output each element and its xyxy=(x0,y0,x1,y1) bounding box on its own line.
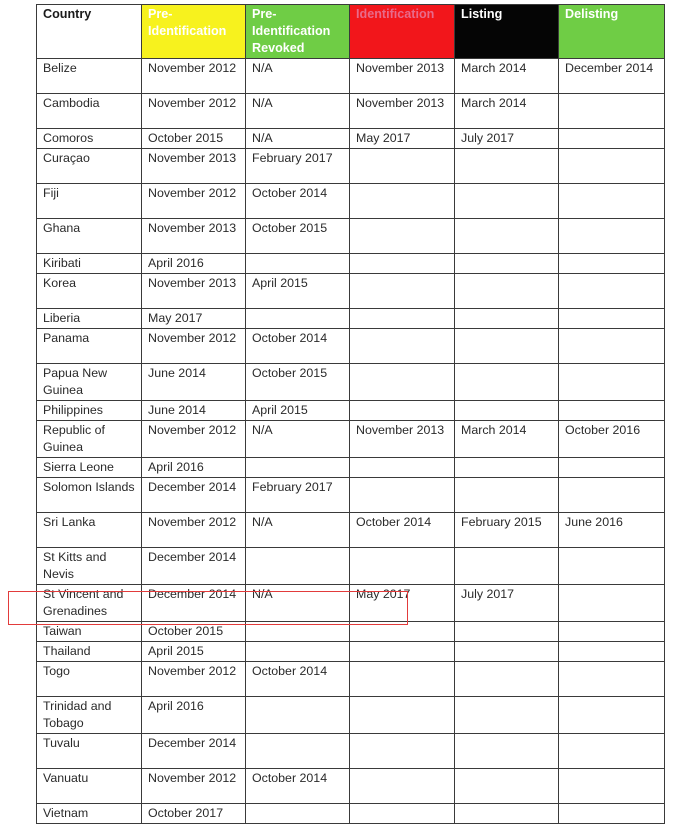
cell-delisting xyxy=(559,94,665,129)
cell-identification xyxy=(350,769,455,804)
cell-pre-identification: November 2012 xyxy=(142,59,246,94)
cell-delisting xyxy=(559,478,665,513)
cell-delisting xyxy=(559,458,665,478)
table-row xyxy=(37,585,665,622)
cell-pre-identification: October 2017 xyxy=(142,804,246,824)
cell-delisting xyxy=(559,401,665,421)
table-row xyxy=(37,254,665,274)
cell-delisting xyxy=(559,219,665,254)
cell-country: Cambodia xyxy=(37,94,142,129)
table-row xyxy=(37,458,665,478)
cell-identification xyxy=(350,149,455,184)
table-row xyxy=(37,219,665,254)
cell-country: Thailand xyxy=(37,642,142,662)
cell-listing: March 2014 xyxy=(455,94,559,129)
table-row xyxy=(37,804,665,824)
cell-delisting xyxy=(559,149,665,184)
cell-identification xyxy=(350,254,455,274)
cell-country: Tuvalu xyxy=(37,734,142,769)
cell-pre-identification: December 2014 xyxy=(142,548,246,585)
table-row xyxy=(37,94,665,129)
cell-pre-identification: May 2017 xyxy=(142,309,246,329)
cell-identification xyxy=(350,662,455,697)
cell-pre-identification: November 2013 xyxy=(142,219,246,254)
cell-pre-identification-revoked xyxy=(246,254,350,274)
cell-pre-identification: December 2014 xyxy=(142,478,246,513)
cell-country: Philippines xyxy=(37,401,142,421)
cell-listing xyxy=(455,734,559,769)
cell-delisting xyxy=(559,274,665,309)
cell-pre-identification-revoked: N/A xyxy=(246,421,350,458)
table-row xyxy=(37,421,665,458)
cell-pre-identification: December 2014 xyxy=(142,585,246,622)
cell-pre-identification-revoked xyxy=(246,548,350,585)
cell-delisting xyxy=(559,622,665,642)
cell-pre-identification: October 2015 xyxy=(142,129,246,149)
header-listing: Listing xyxy=(455,5,559,59)
cell-pre-identification: June 2014 xyxy=(142,401,246,421)
cell-pre-identification: June 2014 xyxy=(142,364,246,401)
cell-listing: March 2014 xyxy=(455,59,559,94)
cell-listing xyxy=(455,478,559,513)
table-row xyxy=(37,642,665,662)
table-row xyxy=(37,309,665,329)
header-identification: Identification xyxy=(350,5,455,59)
cell-pre-identification-revoked: October 2014 xyxy=(246,329,350,364)
cell-pre-identification: November 2012 xyxy=(142,769,246,804)
table-row xyxy=(37,548,665,585)
cell-identification xyxy=(350,329,455,364)
cell-listing xyxy=(455,184,559,219)
cell-identification xyxy=(350,458,455,478)
cell-country: Liberia xyxy=(37,309,142,329)
cell-pre-identification-revoked: April 2015 xyxy=(246,274,350,309)
cell-delisting xyxy=(559,364,665,401)
table-row xyxy=(37,697,665,734)
cell-listing xyxy=(455,149,559,184)
cell-country: Sri Lanka xyxy=(37,513,142,548)
cell-pre-identification-revoked: N/A xyxy=(246,513,350,548)
cell-listing xyxy=(455,364,559,401)
cell-pre-identification: November 2012 xyxy=(142,329,246,364)
cell-country: Solomon Islands xyxy=(37,478,142,513)
cell-delisting: October 2016 xyxy=(559,421,665,458)
cell-pre-identification-revoked xyxy=(246,734,350,769)
cell-identification: November 2013 xyxy=(350,94,455,129)
table-row xyxy=(37,734,665,769)
cell-pre-identification: December 2014 xyxy=(142,734,246,769)
cell-pre-identification-revoked: N/A xyxy=(246,94,350,129)
table-row xyxy=(37,149,665,184)
cell-identification xyxy=(350,401,455,421)
cell-pre-identification: November 2012 xyxy=(142,662,246,697)
table-row xyxy=(37,769,665,804)
cell-delisting: December 2014 xyxy=(559,59,665,94)
table-row xyxy=(37,129,665,149)
table-body xyxy=(37,59,665,824)
header-country: Country xyxy=(37,5,142,59)
header-pre-identification-revoked: Pre-Identification Revoked xyxy=(246,5,350,59)
cell-country: Vietnam xyxy=(37,804,142,824)
cell-pre-identification: November 2012 xyxy=(142,184,246,219)
table-row xyxy=(37,401,665,421)
cell-country: Papua New Guinea xyxy=(37,364,142,401)
cell-delisting xyxy=(559,804,665,824)
cell-pre-identification: November 2012 xyxy=(142,421,246,458)
cell-country: Curaçao xyxy=(37,149,142,184)
table-row xyxy=(37,513,665,548)
cell-pre-identification-revoked: February 2017 xyxy=(246,149,350,184)
cell-delisting xyxy=(559,769,665,804)
cell-pre-identification-revoked: October 2014 xyxy=(246,184,350,219)
cell-delisting xyxy=(559,129,665,149)
cell-country: Republic of Guinea xyxy=(37,421,142,458)
cell-identification: May 2017 xyxy=(350,129,455,149)
cell-identification: November 2013 xyxy=(350,421,455,458)
cell-identification xyxy=(350,184,455,219)
cell-country: Fiji xyxy=(37,184,142,219)
cell-country: Ghana xyxy=(37,219,142,254)
cell-country: Taiwan xyxy=(37,622,142,642)
cell-listing xyxy=(455,309,559,329)
cell-delisting xyxy=(559,254,665,274)
cell-country: Korea xyxy=(37,274,142,309)
cell-pre-identification-revoked: October 2014 xyxy=(246,769,350,804)
cell-pre-identification-revoked: October 2015 xyxy=(246,364,350,401)
table-row xyxy=(37,59,665,94)
cell-delisting xyxy=(559,642,665,662)
cell-country: Belize xyxy=(37,59,142,94)
table-row xyxy=(37,364,665,401)
cell-listing xyxy=(455,769,559,804)
cell-country: St Kitts and Nevis xyxy=(37,548,142,585)
cell-pre-identification-revoked xyxy=(246,697,350,734)
cell-pre-identification-revoked: April 2015 xyxy=(246,401,350,421)
iuu-status-table xyxy=(36,4,665,824)
cell-pre-identification-revoked: October 2015 xyxy=(246,219,350,254)
cell-listing xyxy=(455,642,559,662)
cell-country: Vanuatu xyxy=(37,769,142,804)
cell-identification xyxy=(350,622,455,642)
cell-pre-identification: April 2016 xyxy=(142,254,246,274)
cell-pre-identification: November 2012 xyxy=(142,94,246,129)
cell-listing xyxy=(455,401,559,421)
cell-identification: May 2017 xyxy=(350,585,455,622)
cell-listing: July 2017 xyxy=(455,129,559,149)
table-row xyxy=(37,184,665,219)
cell-pre-identification: April 2015 xyxy=(142,642,246,662)
cell-identification xyxy=(350,478,455,513)
cell-listing xyxy=(455,254,559,274)
cell-pre-identification-revoked xyxy=(246,309,350,329)
cell-country: Kiribati xyxy=(37,254,142,274)
cell-delisting xyxy=(559,697,665,734)
cell-identification xyxy=(350,548,455,585)
cell-listing xyxy=(455,548,559,585)
cell-country: St Vincent and Grenadines xyxy=(37,585,142,622)
cell-listing: March 2014 xyxy=(455,421,559,458)
cell-pre-identification-revoked: October 2014 xyxy=(246,662,350,697)
cell-pre-identification: November 2012 xyxy=(142,513,246,548)
cell-identification: October 2014 xyxy=(350,513,455,548)
cell-identification xyxy=(350,219,455,254)
cell-delisting xyxy=(559,329,665,364)
cell-pre-identification-revoked: N/A xyxy=(246,585,350,622)
table-row xyxy=(37,622,665,642)
header-delisting: Delisting xyxy=(559,5,665,59)
cell-identification xyxy=(350,274,455,309)
cell-pre-identification-revoked xyxy=(246,458,350,478)
cell-listing: July 2017 xyxy=(455,585,559,622)
cell-listing xyxy=(455,458,559,478)
cell-pre-identification: April 2016 xyxy=(142,458,246,478)
cell-pre-identification: April 2016 xyxy=(142,697,246,734)
cell-listing xyxy=(455,219,559,254)
cell-delisting: June 2016 xyxy=(559,513,665,548)
cell-pre-identification-revoked xyxy=(246,804,350,824)
table-row xyxy=(37,478,665,513)
cell-pre-identification: November 2013 xyxy=(142,149,246,184)
cell-country: Sierra Leone xyxy=(37,458,142,478)
table-row xyxy=(37,274,665,309)
cell-delisting xyxy=(559,662,665,697)
cell-listing xyxy=(455,274,559,309)
table-row xyxy=(37,662,665,697)
cell-pre-identification-revoked xyxy=(246,622,350,642)
cell-delisting xyxy=(559,184,665,219)
header-pre-identification: Pre-Identification xyxy=(142,5,246,59)
cell-listing xyxy=(455,662,559,697)
cell-country: Comoros xyxy=(37,129,142,149)
cell-identification xyxy=(350,697,455,734)
cell-identification xyxy=(350,364,455,401)
cell-country: Trinidad and Tobago xyxy=(37,697,142,734)
cell-delisting xyxy=(559,734,665,769)
cell-listing: February 2015 xyxy=(455,513,559,548)
cell-listing xyxy=(455,697,559,734)
header-row xyxy=(37,5,665,59)
cell-delisting xyxy=(559,548,665,585)
cell-identification: November 2013 xyxy=(350,59,455,94)
cell-delisting xyxy=(559,309,665,329)
cell-pre-identification-revoked: February 2017 xyxy=(246,478,350,513)
cell-pre-identification-revoked xyxy=(246,642,350,662)
cell-listing xyxy=(455,622,559,642)
cell-country: Togo xyxy=(37,662,142,697)
cell-pre-identification: October 2015 xyxy=(142,622,246,642)
cell-pre-identification-revoked: N/A xyxy=(246,129,350,149)
cell-delisting xyxy=(559,585,665,622)
cell-identification xyxy=(350,804,455,824)
cell-listing xyxy=(455,804,559,824)
cell-listing xyxy=(455,329,559,364)
cell-identification xyxy=(350,642,455,662)
cell-country: Panama xyxy=(37,329,142,364)
cell-identification xyxy=(350,734,455,769)
cell-identification xyxy=(350,309,455,329)
table-row xyxy=(37,329,665,364)
cell-pre-identification-revoked: N/A xyxy=(246,59,350,94)
cell-pre-identification: November 2013 xyxy=(142,274,246,309)
